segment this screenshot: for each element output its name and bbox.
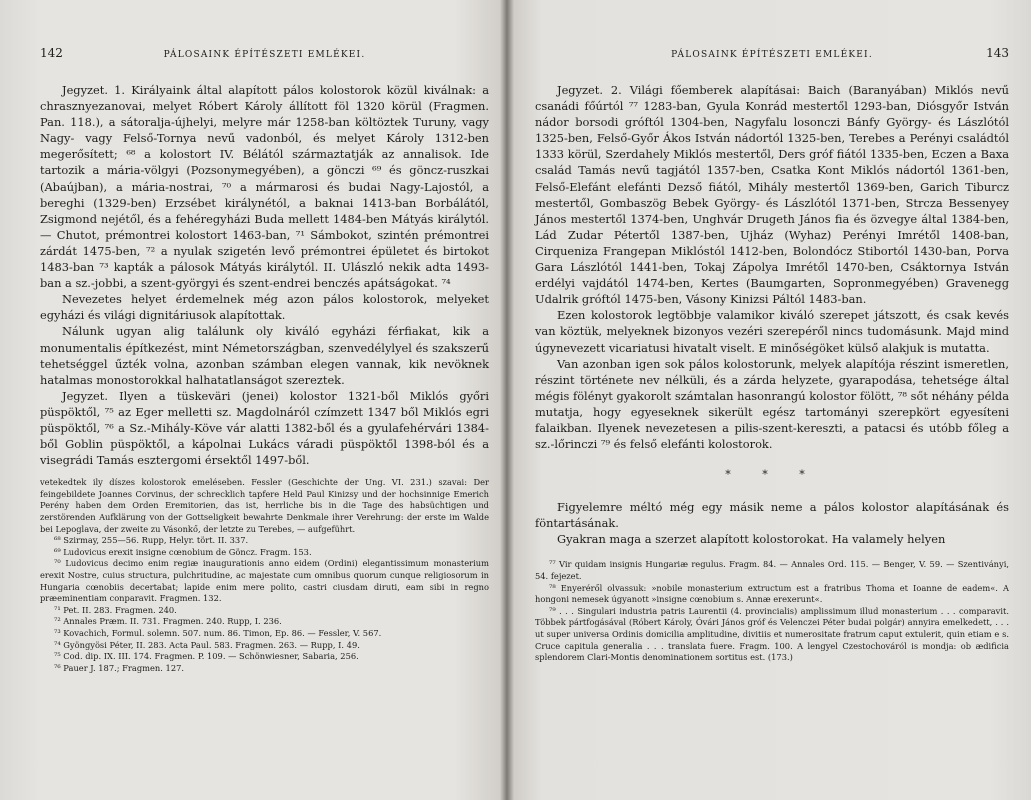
left-page (0, 0, 505, 800)
left-paragraph: Jegyzet. Ilyen a tüskeväri (jenei) kolostor 1321-ből Miklós győri püspöktől, ⁷⁵ az Eger melletti sz. Magdolnáról czímzett 1347 ből Miklós egri püspöktől, ⁷⁶ a Sz.-Mihály-Köve vár alatti 1382-ből és a gyulafehérvári 1384-ből Goblin püspöktől, a kápolnai Lukács váradi püspöktől 1398-ból és a visegrádi Tamás esztergomi érsektől 1497-ből. (40, 388, 489, 468)
footnote: ⁷¹ Pet. II. 283. Fragmen. 240. (54, 604, 177, 615)
right-body (535, 82, 1009, 547)
left-paragraph: Nálunk ugyan alig találunk oly kiváló egyházi férfiakat, kik a monumentalis építkezést, mint Németországban, szenvedélylyel és szakszerű tehetséggel űzték volna, azonban számban elegen vannak, kik nevöknek hatalmas monostorokkal halhatatlanságot szereztek. (40, 324, 489, 387)
right-page (505, 0, 1031, 800)
right-paragraph: Jegyzet. 2. Világi főemberek alapításai: Baich (Baranyában) Miklós nevű csanádi főúrtól ⁷⁷ 1283-ban, Gyula Konrád mestertől 1293-ban, Diósgyőr István nádor borsodi gróftól 1304-ben, Nagyfalu losonczi Bánfy György- és Lászlótól 1325-ben, Felső-Győr Ákos István nádortól 1325-ben, Terebes a Perényi családtól 1333 körül, Szerdahely Miklós mestertől, Ders gróf fiától 1335-ben, Eczen a Baxa család Tamás nevű tagjától 1357-ben, Csatka Kont Miklós nádortól 1361-ben, Felső-Elefánt elefánti Dezső fiától, Mihály mestertől 1369-ben, Garich Tiburcz mestertől, Gombaszög Bebek György- és Lászlótól 1371-ben, Strcza Bessenyey János mestertől 1374-ben, Unghvár Drugeth János fia és özvegye által 1384-ben, Lád Zudar Pétertől 1387-ben, Ujház (Wyhaz) Perényi Imrétől 1408-ban, Cirqueniza Frangepan Miklóstól 1412-ben, Bolondócz Stibortól 1430-ban, Porva Gara Lászlótól 1441-ben, Tokaj Zápolya Imrétől 1470-ben, Csáktornya István erdélyi vajdától 1474-ben, Kertes (Baumgarten, Sopronmegyében) Gravenegg Udalrik gróftól 1475-ben, Vásony Kinizsi Páltól 1483-ban. (535, 83, 1009, 307)
left-paragraph: Nevezetes helyet érdemelnek még azon pálos kolostorok, melyeket egyházi és világi dignitáriusok alapítottak. (40, 292, 489, 323)
footnote: vetekedtek ily díszes kolostorok emeléseben. Fessler (Geschichte der Ung. VI. 231.) szavai: Der feingebildete Joannes Corvinus, der schrecklich tapfere Held Paul Kinizsy und der hochsinnige Emerich Perény haben dem Orden Eremitorien, das ist, herrliche bis in die Tage des habsüchtigen und zerstörenden Aufklärung von der Gottseligkeit bewahrte Denkmale ihrer Verehrung: der erste im Walde bei Lepoglava, der zweite zu Vásonkő, der letzte zu Terebes, — aufgeführt. (40, 477, 489, 534)
left-paragraph: Jegyzet. 1. Királyaink által alapított pálos kolostorok közül kiválnak: a chrasznyezanovai, melyet Róbert Károly állított föl 1320 körül (Fragmen. Pan. 118.), a sátoralja-újhelyi, melyre már 1258-ban költöztek Turuny, vagy Nagy- vagy Felső-Tornya nevű vadonból, és melyet Károly 1312-ben megerősített; ⁶⁸ a kolostort IV. Bélától származtatják az annalisok. Ide tartozik a mária-völgyi (Pozsonymegyében), a gönczi ⁶⁹ és göncz-ruszkai (Abaújban), a mária-nostrai, ⁷⁰ a mármarosi és budai Nagy-Lajostól, a bereghi (1329-ben) Erzsébet királynétól, a baknai 1413-ban Borbálától, Zsigmond nejétől, és a fehéregyházi Buda mellett 1484-ben Mátyás királytól. — Chutot, prémontrei kolostort 1463-ban, ⁷¹ Sámbokot, szintén prémontrei zárdát 1475-ben, ⁷² a nyulak szigetén levő prémontrei épületet és birtokot 1483-ban ⁷³ kapták a pálosok Mátyás királytól. II. Ulászló nekik adta 1493-ban a sz.-jobbi, a szent-györgyi és szent-endrei benczés apátságokat. ⁷⁴ (40, 83, 489, 291)
right-paragraph: Ezen kolostorok legtöbbje valamikor kiváló szerepet játszott, és csak kevés van köztük, melyeknek bizonyos vezéri szerepéről nincs tudomásunk. Majd mind úgynevezett vicariatusi hivatalt viselt. E minőségöket külső alakjuk is mutatta. (535, 308, 1009, 355)
footnote: ⁷³ Kovachich, Formul. solemn. 507. num. 86. Timon, Ep. 86. — Fessler, V. 567. (54, 627, 382, 638)
left-body (40, 82, 489, 468)
section-separator: * * * (725, 468, 819, 482)
footnote: ⁷⁸ Enyeréről olvassuk: »nobile monasterium extructum est a fratribus Thoma et Ioanne de eadem«. A hongoni nemesek úgyanott »insigne cœnobium s. Annæ erexerunt«. (535, 582, 1009, 605)
footnote: ⁷⁴ Gyöngyösi Péter, II. 283. Acta Paul. 583. Fragmen. 263. — Rupp, I. 49. (54, 639, 360, 650)
right-running-title: PÁLOSAINK ÉPÍTÉSZETI EMLÉKEI. (671, 50, 873, 60)
footnote: ⁷² Annales Præm. II. 731. Fragmen. 240. Rupp, I. 236. (54, 616, 282, 627)
footnote: ⁶⁸ Szirmay, 255—56. Rupp, Helyr. tört. II. 337. (54, 535, 249, 546)
right-footnotes (535, 559, 1009, 663)
right-paragraph: Gyakran maga a szerzet alapított kolostorokat. Ha valamely helyen (557, 532, 946, 547)
left-footnotes (40, 477, 489, 674)
left-running-head (40, 46, 489, 60)
left-running-title: PÁLOSAINK ÉPÍTÉSZETI EMLÉKEI. (163, 50, 366, 60)
footnote: ⁷⁷ Vir quidam insignis Hungariæ regulus. Fragm. 84. — Annales Ord. 115. — Benger, V. 59. — Szentiványi, 54. fejezet. (535, 559, 1009, 582)
left-page-number: 142 (40, 46, 63, 60)
book-gutter (500, 0, 514, 800)
footnote: ⁷⁰ Ludovicus decimo enim regiæ inaugurationis anno eidem (Ordini) elegantissimum monasterium erexit Nostre, cuius structura, pulchritudine, ac majestate cum omnibus quorum cunque religiosorum in Hungaria cœnobiis decertabat; lapide enim mere polito, castri ciusdam diruti, eam sibi in regno præeminentiam conparavit. Fragmen. 132. (40, 558, 489, 604)
footnote: ⁷⁵ Cod. dip. IX. III. 174. Fragmen. P. 109. — Schönwiesner, Sabaria, 256. (54, 651, 359, 662)
footnote: ⁶⁹ Ludovicus erexit insigne cœnobium de Göncz. Fragm. 153. (54, 546, 312, 557)
right-page-number: 143 (986, 46, 1009, 60)
right-paragraph: Figyelemre méltó még egy másik neme a pálos kolostor alapításának és föntartásának. (535, 500, 1009, 531)
right-running-head (535, 46, 1009, 60)
right-paragraph: Van azonban igen sok pálos kolostorunk, melyek alapítója részint ismeretlen, részint története nev nélküli, és a zárda helyzete, gyarapodása, tehetsége által mégis fölényt gyakorolt számtalan hasonrangú kolostor fölött, ⁷⁸ sőt néhány példa mutatja, hogy egyeseknek sikerült egész tartományi szerepkört egyesíteni falaikban. Ilyenek nevezetesen a pilis-szent-kereszti, a patacsi és utóbb főleg a sz.-lőrinczi ⁷⁹ és felső elefánti kolostorok. (535, 356, 1009, 452)
footnote: ⁷⁶ Pauer J. 187.; Fragmen. 127. (54, 662, 185, 673)
footnote: ⁷⁹ . . . Singulari industria patris Laurentii (4. provincialis) amplissimum illud monasterium . . . comparavit. Többek pártfogásával (Róbert Károly, Óvári János gróf és Velenczei Péter budai polgár) annyira emelkedett, . . . ut super universa Ordinis domicilia amplitudine, divitiis et numerositate fratrum caput extulerit, quin etiam e s. Cruce capitula generalia . . . translata fuere. Fragm. 100. A lengyel Czestochováról is mondja: ob ædificia splendorem Clari-Montis denominationem sortitus est. (173.) (535, 605, 1009, 663)
